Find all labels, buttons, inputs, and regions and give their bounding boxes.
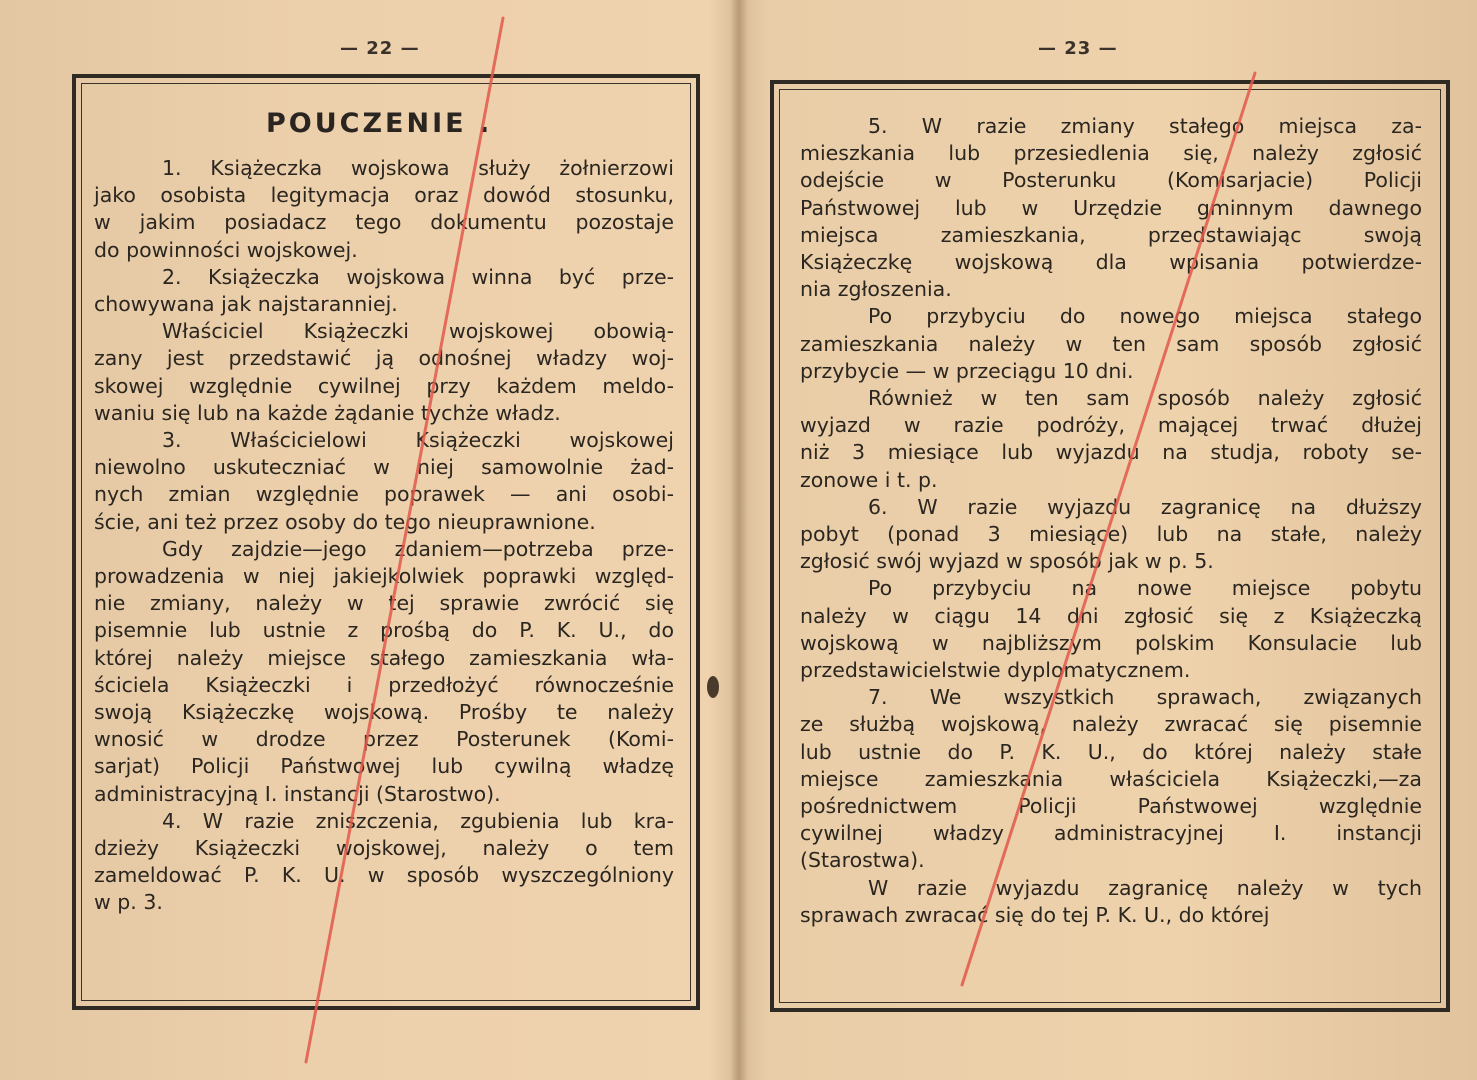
page-number-right: — 23 — <box>1038 38 1118 59</box>
text-line: zamieszkania należy w ten sam sposób zgłosić <box>800 331 1422 356</box>
text-line: ze służbą wojskową, należy zwracać się pisemnie <box>800 712 1422 737</box>
text-line: zany jest przedstawić ją odnośnej władzy woj- <box>94 346 674 371</box>
text-line: Właściciel Książeczki wojskowej obowią- <box>162 319 674 344</box>
text-line: waniu się lub na każde żądanie tychże władz. <box>94 400 561 425</box>
text-line: 5. W razie zmiany stałego miejsca za- <box>868 114 1422 138</box>
text-line: której należy miejsce stałego zamieszkania wła- <box>94 645 674 670</box>
text-line: mieszkania lub przesiedlenia się, należy zgłosić <box>800 141 1422 166</box>
text-line: Po przybyciu do nowego miejsca stałego <box>868 304 1422 329</box>
red-pencil-stroke-left <box>306 18 503 1062</box>
text-line: miejsce zamieszkania właściciela Książeczki,—za <box>800 766 1422 791</box>
text-line: w jakim posiadacz tego dokumentu pozostaje <box>94 210 674 235</box>
text-line: 7. We wszystkich sprawach, związanych <box>868 685 1422 710</box>
text-line: nych zmian względnie poprawek — ani osobi- <box>94 482 674 507</box>
text-line: Również w ten sam sposób należy zgłosić <box>868 386 1422 411</box>
text-line: wojskową w najbliższym polskim Konsulacie lub <box>800 630 1422 655</box>
text-line: cywilnej władzy administracyjnej I. instancji <box>800 821 1422 846</box>
text-line: 2. Książeczka wojskowa winna być prze- <box>162 264 674 289</box>
text-line: przedstawicielstwie dyplomatycznem. <box>800 658 1191 683</box>
text-line: Książeczkę wojskową dla wpisania potwierdze- <box>800 250 1422 275</box>
text-line: jako osobista legitymacja oraz dowód stosunku, <box>94 183 674 208</box>
text-line: 3. Właścicielowi Książeczki wojskowej <box>162 428 674 453</box>
text-line: zonowe i t. p. <box>800 467 938 492</box>
text-line: w p. 3. <box>94 890 163 915</box>
text-line: Gdy zajdzie—jego zdaniem—potrzeba prze- <box>162 536 674 561</box>
text-line: odejście w Posterunku (Komisarjacie) Policji <box>800 168 1422 193</box>
text-line: pośrednictwem Policji Państwowej względnie <box>800 794 1422 819</box>
text-line: (Starostwa). <box>800 848 925 873</box>
text-line: wyjazd w razie podróży, mającej trwać dłużej <box>800 413 1422 438</box>
text-line: ście, ani też przez osoby do tego nieuprawnione. <box>94 509 596 534</box>
text-line: 1. Książeczka wojskowa służy żołnierzowi <box>162 156 674 180</box>
text-line: skowej względnie cywilnej przy każdem meldo- <box>94 373 674 398</box>
text-line: niż 3 miesiące lub wyjazdu na studja, roboty se- <box>800 440 1422 465</box>
text-line: Po przybyciu na nowe miejsce pobytu <box>868 576 1422 601</box>
text-line: ściciela Książeczki i przedłożyć równocześnie <box>94 672 674 697</box>
text-line: zameldować P. K. U. w sposób wyszczególniony <box>94 863 674 888</box>
text-line: nia zgłoszenia. <box>800 277 952 302</box>
text-line: swoją Książeczkę wojskową. Prośby te należy <box>94 700 674 725</box>
text-line: przybycie — w przeciągu 10 dni. <box>800 358 1134 383</box>
text-line: sarjat) Policji Państwowej lub cywilną władzę <box>94 754 674 779</box>
text-line: 4. W razie zniszczenia, zgubienia lub kra- <box>162 808 674 833</box>
text-line: pobyt (ponad 3 miesiące) lub na stałe, należy <box>800 522 1422 547</box>
text-line: miejsca zamieszkania, przedstawiając swoją <box>800 222 1422 247</box>
text-line: dzieży Książeczki wojskowej, należy o tem <box>94 836 674 861</box>
text-line: wnosić w drodze przez Posterunek (Komi- <box>94 727 674 752</box>
text-line: zgłosić swój wyjazd w sposób jak w p. 5. <box>800 549 1214 574</box>
text-line: nie zmiany, należy w tej sprawie zwrócić się <box>94 591 674 616</box>
text-line: lub ustnie do P. K. U., do której należy stałe <box>800 739 1422 764</box>
page-title: POUCZENIE . <box>266 108 493 139</box>
text-line: do powinności wojskowej. <box>94 237 358 262</box>
text-line: pisemnie lub ustnie z prośbą do P. K. U., do <box>94 618 674 643</box>
text-line: administracyjną I. instancji (Starostwo). <box>94 781 501 806</box>
text-line: sprawach zwracać się do tej P. K. U., do której <box>800 902 1270 927</box>
text-line: prowadzenia w niej jakiejkolwiek poprawki względ- <box>94 564 674 589</box>
text-line: W razie wyjazdu zagranicę należy w tych <box>868 875 1422 900</box>
text-line: Państwowej lub w Urzędzie gminnym dawnego <box>800 195 1422 220</box>
text-line: niewolno uskuteczniać w niej samowolnie żad- <box>94 455 674 480</box>
text-line: 6. W razie wyjazdu zagranicę na dłuższy <box>868 494 1422 519</box>
page-number-left: — 22 — <box>340 38 420 59</box>
text-line: chowywana jak najstaranniej. <box>94 292 398 317</box>
text-line: należy w ciągu 14 dni zgłosić się z Książeczką <box>800 603 1422 628</box>
red-pencil-stroke-right <box>962 73 1255 985</box>
